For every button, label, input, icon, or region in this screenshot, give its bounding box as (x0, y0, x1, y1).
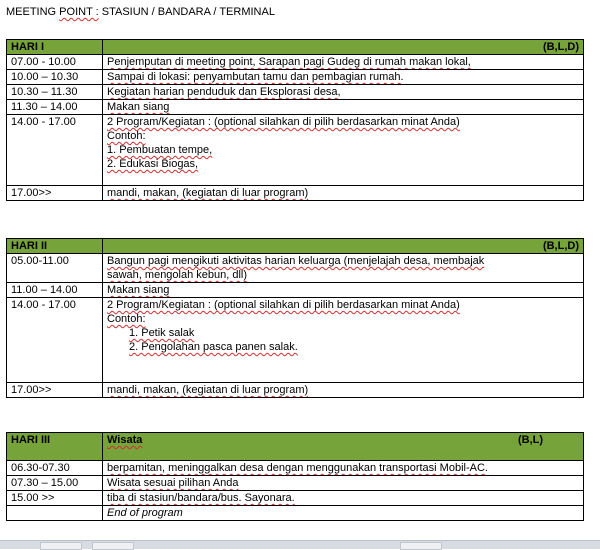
table-row (7, 283, 584, 298)
table-row (7, 70, 584, 85)
activity-line: Contoh: (107, 313, 146, 325)
activity-line: berpamitan, meninggalkan desa dengan menggunakan transportasi Mobil-AC. (107, 462, 488, 474)
activity-cell (103, 506, 584, 521)
activity-cell (103, 491, 584, 506)
time-cell: 17.00>> (7, 383, 103, 398)
time-cell: 10.30 – 11.30 (7, 85, 103, 100)
activity-line: Contoh: (107, 130, 146, 142)
table-row (7, 476, 584, 491)
activity-line: Kegiatan harian penduduk dan Eksplorasi desa, (107, 86, 341, 98)
time-cell: 11.30 – 14.00 (7, 100, 103, 115)
day-1-header (7, 40, 584, 55)
table-row (7, 254, 584, 283)
activity-line-blank (107, 354, 579, 368)
activity-line: mandi, makan, (kegiatan di luar program) (107, 187, 309, 199)
day-2-table (6, 238, 584, 398)
activity-line: Bangun pagi mengikuti aktivitas harian keluarga (menjelajah desa, membajak (107, 255, 485, 267)
activity-cell (103, 461, 584, 476)
activity-cell (103, 115, 584, 186)
activity-line: 1. Petik salak (129, 327, 195, 339)
activity-cell (103, 70, 584, 85)
time-cell: 06.30-07.30 (7, 461, 103, 476)
activity-line: End of program (107, 507, 183, 519)
day-3-header (7, 433, 584, 461)
day-1-table (6, 39, 584, 201)
activity-cell (103, 298, 584, 383)
meal-code-cell (103, 433, 584, 461)
activity-line: mandi, makan, (kegiatan di luar program) (107, 384, 309, 396)
activity-line-blank (107, 368, 579, 382)
time-cell: 05.00-11.00 (7, 254, 103, 283)
heading-point: POINT : (59, 6, 99, 18)
activity-cell (103, 100, 584, 115)
time-cell: 07.00 - 10.00 (7, 55, 103, 70)
table-row (7, 55, 584, 70)
activity-line: 2 Program/Kegiatan : (optional silahkan di pilih berdasarkan minat Anda) (107, 299, 460, 311)
meal-code-cell (103, 239, 584, 254)
day-3-table (6, 432, 584, 521)
time-cell: 11.00 – 14.00 (7, 283, 103, 298)
activity-line: 2 Program/Kegiatan : (optional silahkan di pilih berdasarkan minat Anda) (107, 116, 460, 128)
table-row (7, 85, 584, 100)
activity-line: Makan siang (107, 284, 170, 296)
activity-cell (103, 85, 584, 100)
time-cell: 14.00 - 17.00 (7, 115, 103, 186)
activity-cell (103, 476, 584, 491)
activity-line: 1. Pembuatan tempe, (107, 144, 213, 156)
day-title: HARI II (7, 239, 103, 254)
table-row (7, 461, 584, 476)
activity-cell (103, 55, 584, 70)
time-cell: 17.00>> (7, 186, 103, 201)
table-row (7, 298, 584, 383)
activity-line-blank (107, 171, 579, 185)
activity-cell (103, 383, 584, 398)
heading-prefix: MEETING (6, 6, 60, 18)
day-2-header (7, 239, 584, 254)
heading-rest: STASIUN / BANDARA / TERMINAL (98, 6, 275, 18)
header-label: Wisata (107, 434, 143, 446)
activity-line: Makan siang (107, 101, 170, 113)
day-title: HARI III (7, 433, 103, 461)
taskbar-tab[interactable] (40, 542, 82, 550)
table-row (7, 186, 584, 201)
activity-line: Penjemputan di meeting point, Sarapan pagi Gudeg di rumah makan lokal, (107, 56, 471, 68)
activity-line: 2. Pengolahan pasca panen salak. (129, 341, 298, 353)
day-title: HARI I (7, 40, 103, 55)
meal-code: (B,L,D) (542, 41, 579, 53)
time-cell: 14.00 - 17.00 (7, 298, 103, 383)
time-cell (7, 506, 103, 521)
taskbar-tab[interactable] (92, 542, 134, 550)
activity-line: sawah, mengolah kebun, dll) (107, 269, 248, 281)
page-heading (6, 6, 275, 18)
table-row (7, 100, 584, 115)
time-cell: 07.30 – 15.00 (7, 476, 103, 491)
table-row (7, 506, 584, 521)
meal-code: (B,L,D) (542, 240, 579, 252)
taskbar-tab[interactable] (400, 542, 442, 550)
activity-line: 2. Edukasi Biogas, (107, 158, 199, 170)
table-row (7, 115, 584, 186)
table-row (7, 383, 584, 398)
activity-line: Sampai di lokasi: penyambutan tamu dan pembagian rumah. (107, 71, 404, 83)
table-row (7, 491, 584, 506)
activity-line: Wisata sesuai pilihan Anda (107, 477, 239, 489)
meal-code: (B,L) (517, 434, 543, 446)
meal-code-cell (103, 40, 584, 55)
activity-line: tiba di stasiun/bandara/bus. Sayonara. (107, 492, 295, 504)
activity-cell (103, 186, 584, 201)
time-cell: 10.00 – 10.30 (7, 70, 103, 85)
activity-cell (103, 283, 584, 298)
activity-cell (103, 254, 584, 283)
time-cell: 15.00 >> (7, 491, 103, 506)
